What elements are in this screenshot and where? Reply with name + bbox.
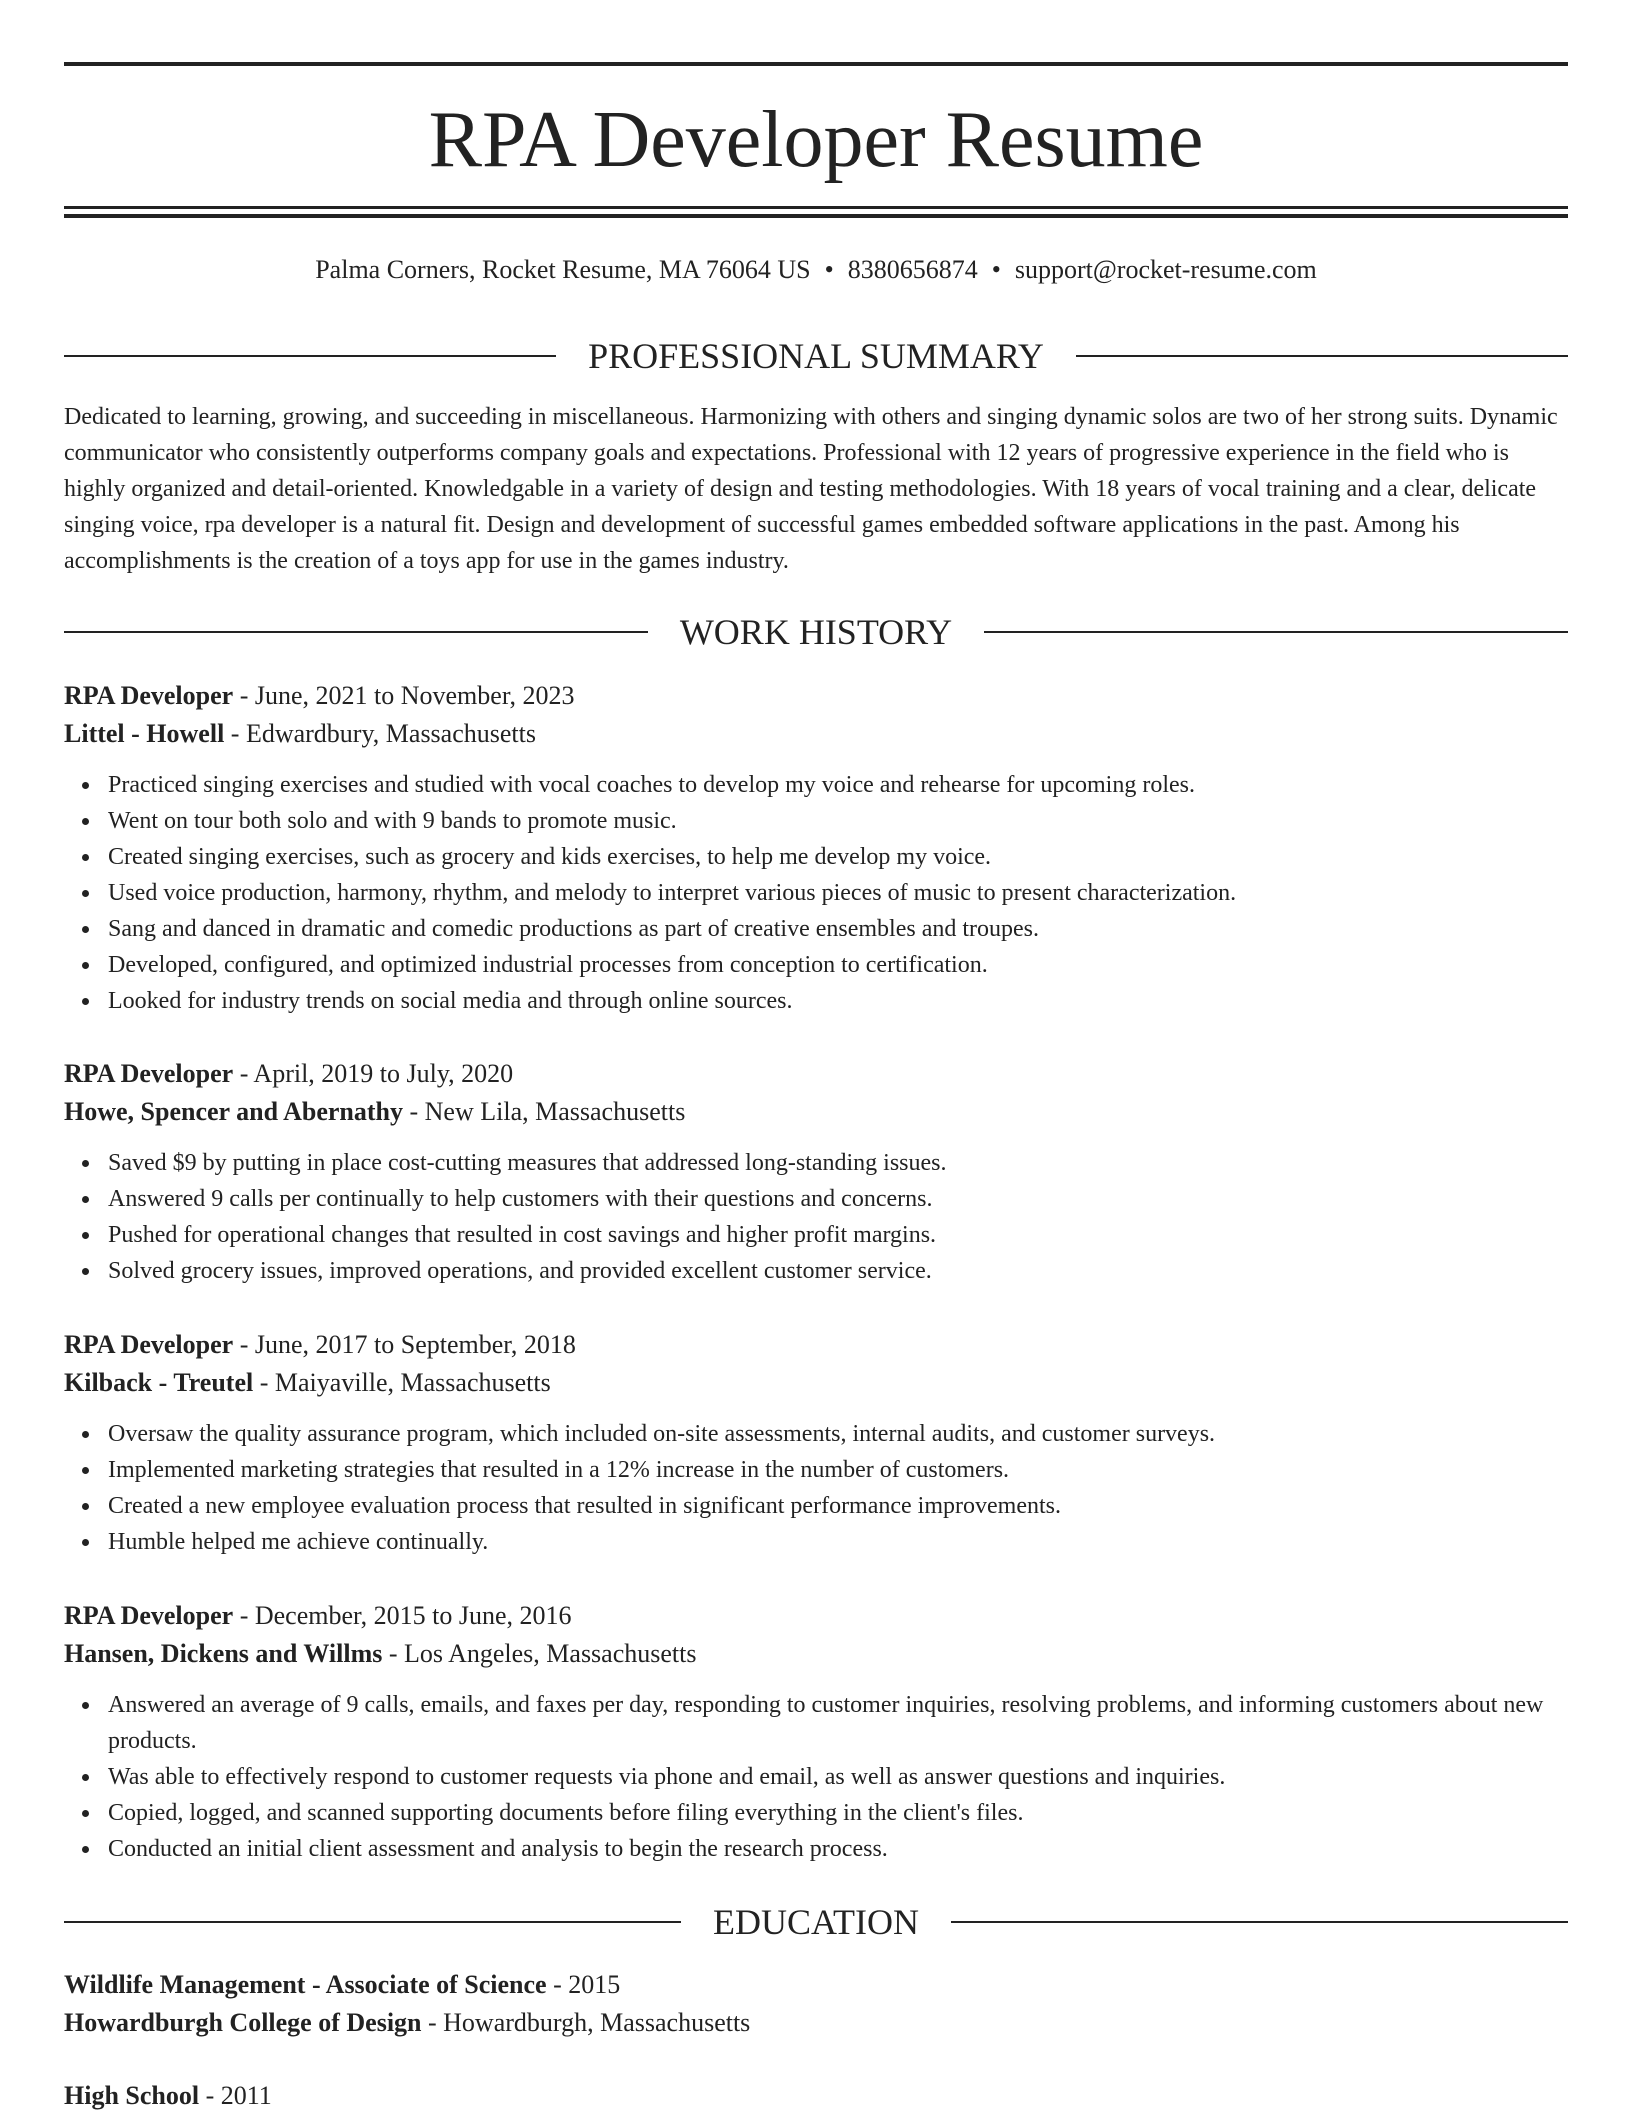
education-year: - 2015 — [546, 1970, 621, 1999]
job-title: RPA Developer — [64, 1601, 234, 1630]
job-company: Hansen, Dickens and Willms — [64, 1639, 383, 1668]
job-company-line — [64, 1635, 1568, 1673]
education-entry — [64, 1966, 1568, 2042]
job-bullet: Used voice production, harmony, rhythm, and melody to interpret various pieces of music to present characterization. — [108, 875, 1568, 911]
job-dates: - April, 2019 to July, 2020 — [233, 1059, 514, 1088]
job-location: - Maiyaville, Massachusetts — [253, 1368, 551, 1397]
heading-rule — [1076, 355, 1568, 357]
job-bullet: Created a new employee evaluation process that resulted in significant performance improvements. — [108, 1488, 1568, 1524]
job-bullet: Implemented marketing strategies that resulted in a 12% increase in the number of customers. — [108, 1452, 1568, 1488]
job-title-line — [64, 1597, 1568, 1635]
job-bullet: Conducted an initial client assessment and analysis to begin the research process. — [108, 1831, 1568, 1867]
title-rule-upper — [64, 206, 1568, 209]
job-bullet: Looked for industry trends on social media and through online sources. — [108, 983, 1568, 1019]
contact-email: support@rocket-resume.com — [1014, 255, 1317, 284]
job-company-line — [64, 715, 1568, 753]
heading-rule — [64, 1921, 681, 1923]
section-heading-label: PROFESSIONAL SUMMARY — [588, 336, 1044, 376]
heading-rule — [64, 355, 556, 357]
job-bullet: Developed, configured, and optimized industrial processes from conception to certification. — [108, 947, 1568, 983]
job-bullet: Created singing exercises, such as grocery and kids exercises, to help me develop my voice. — [108, 839, 1568, 875]
section-heading-work-history — [64, 610, 1568, 654]
top-rule — [64, 62, 1568, 66]
job-bullets — [64, 1416, 1568, 1560]
section-heading-education — [64, 1900, 1568, 1944]
job-entry — [64, 1055, 1568, 1289]
job-company: Howe, Spencer and Abernathy — [64, 1097, 403, 1126]
job-title-line — [64, 677, 1568, 715]
education-location: - Howardburgh, Massachusetts — [421, 2008, 751, 2037]
education-year: - 2011 — [199, 2081, 272, 2110]
job-dates: - December, 2015 to June, 2016 — [233, 1601, 572, 1630]
resume-title: RPA Developer Resume — [428, 96, 1204, 184]
heading-rule — [984, 631, 1568, 633]
job-company: Littel - Howell — [64, 719, 225, 748]
job-bullet: Solved grocery issues, improved operations, and provided excellent customer service. — [108, 1253, 1568, 1289]
heading-rule — [64, 631, 648, 633]
job-bullet: Oversaw the quality assurance program, which included on-site assessments, internal audits, and customer surveys. — [108, 1416, 1568, 1452]
job-title: RPA Developer — [64, 1330, 234, 1359]
job-location: - Edwardbury, Massachusetts — [224, 719, 536, 748]
job-bullet: Practiced singing exercises and studied with vocal coaches to develop my voice and rehearse for upcoming roles. — [108, 767, 1568, 803]
job-bullet: Answered an average of 9 calls, emails, and faxes per day, responding to customer inquiries, resolving problems, and informing customers about new products. — [108, 1687, 1568, 1759]
section-heading-summary — [64, 334, 1568, 378]
education-degree-line — [64, 2077, 1568, 2115]
heading-rule — [951, 1921, 1568, 1923]
job-title-line — [64, 1326, 1568, 1364]
job-entry — [64, 677, 1568, 1019]
job-bullet: Copied, logged, and scanned supporting documents before filing everything in the client's files. — [108, 1795, 1568, 1831]
section-heading-label: EDUCATION — [713, 1902, 919, 1942]
job-location: - New Lila, Massachusetts — [403, 1097, 686, 1126]
contact-address: Palma Corners, Rocket Resume, MA 76064 US — [315, 255, 811, 284]
summary-text: Dedicated to learning, growing, and succeeding in miscellaneous. Harmonizing with others and singing dynamic solos are two of her strong suits. Dynamic communicator who consistently outperforms company goals and expectations. Professional with 12 years of progressive experience in the field who is highly organized and detail-oriented. Knowledgable in a variety of design and testing methodologies. With 18 years of vocal training and a clear, delicate singing voice, rpa developer is a natural fit. Design and development of successful games embedded software applications in the past. Among his accomplishments is the creation of a toys app for use in the games industry. — [64, 404, 1558, 574]
education-degree-line — [64, 1966, 1568, 2004]
job-company-line — [64, 1093, 1568, 1131]
job-bullet: Answered 9 calls per continually to help customers with their questions and concerns. — [108, 1181, 1568, 1217]
education-school-line — [64, 2004, 1568, 2042]
job-bullet: Sang and danced in dramatic and comedic productions as part of creative ensembles and troupes. — [108, 911, 1568, 947]
job-company: Kilback - Treutel — [64, 1368, 254, 1397]
job-bullets — [64, 1145, 1568, 1289]
job-location: - Los Angeles, Massachusetts — [382, 1639, 697, 1668]
education-school: Howardburgh College of Design — [64, 2008, 422, 2037]
job-title: RPA Developer — [64, 681, 234, 710]
job-entry — [64, 1326, 1568, 1560]
job-bullet: Was able to effectively respond to customer requests via phone and email, as well as answer questions and inquiries. — [108, 1759, 1568, 1795]
education-degree: High School — [64, 2081, 200, 2110]
job-bullet: Pushed for operational changes that resulted in cost savings and higher profit margins. — [108, 1217, 1568, 1253]
job-bullets — [64, 767, 1568, 1019]
education-degree: Wildlife Management - Associate of Science — [64, 1970, 547, 1999]
title-rule-lower — [64, 214, 1568, 218]
contact-separator: • — [991, 255, 1001, 284]
education-entry — [64, 2077, 1568, 2115]
contact-separator: • — [824, 255, 834, 284]
section-heading-label: WORK HISTORY — [679, 612, 953, 652]
job-title: RPA Developer — [64, 1059, 234, 1088]
job-bullets — [64, 1687, 1568, 1867]
contact-line — [64, 254, 1568, 286]
job-dates: - June, 2017 to September, 2018 — [233, 1330, 576, 1359]
job-title-line — [64, 1055, 1568, 1093]
job-bullet: Saved $9 by putting in place cost-cutting measures that addressed long-standing issues. — [108, 1145, 1568, 1181]
job-bullet: Went on tour both solo and with 9 bands to promote music. — [108, 803, 1568, 839]
job-entry — [64, 1597, 1568, 1867]
job-company-line — [64, 1364, 1568, 1402]
job-bullet: Humble helped me achieve continually. — [108, 1524, 1568, 1560]
contact-phone: 8380656874 — [847, 255, 978, 284]
job-dates: - June, 2021 to November, 2023 — [233, 681, 575, 710]
